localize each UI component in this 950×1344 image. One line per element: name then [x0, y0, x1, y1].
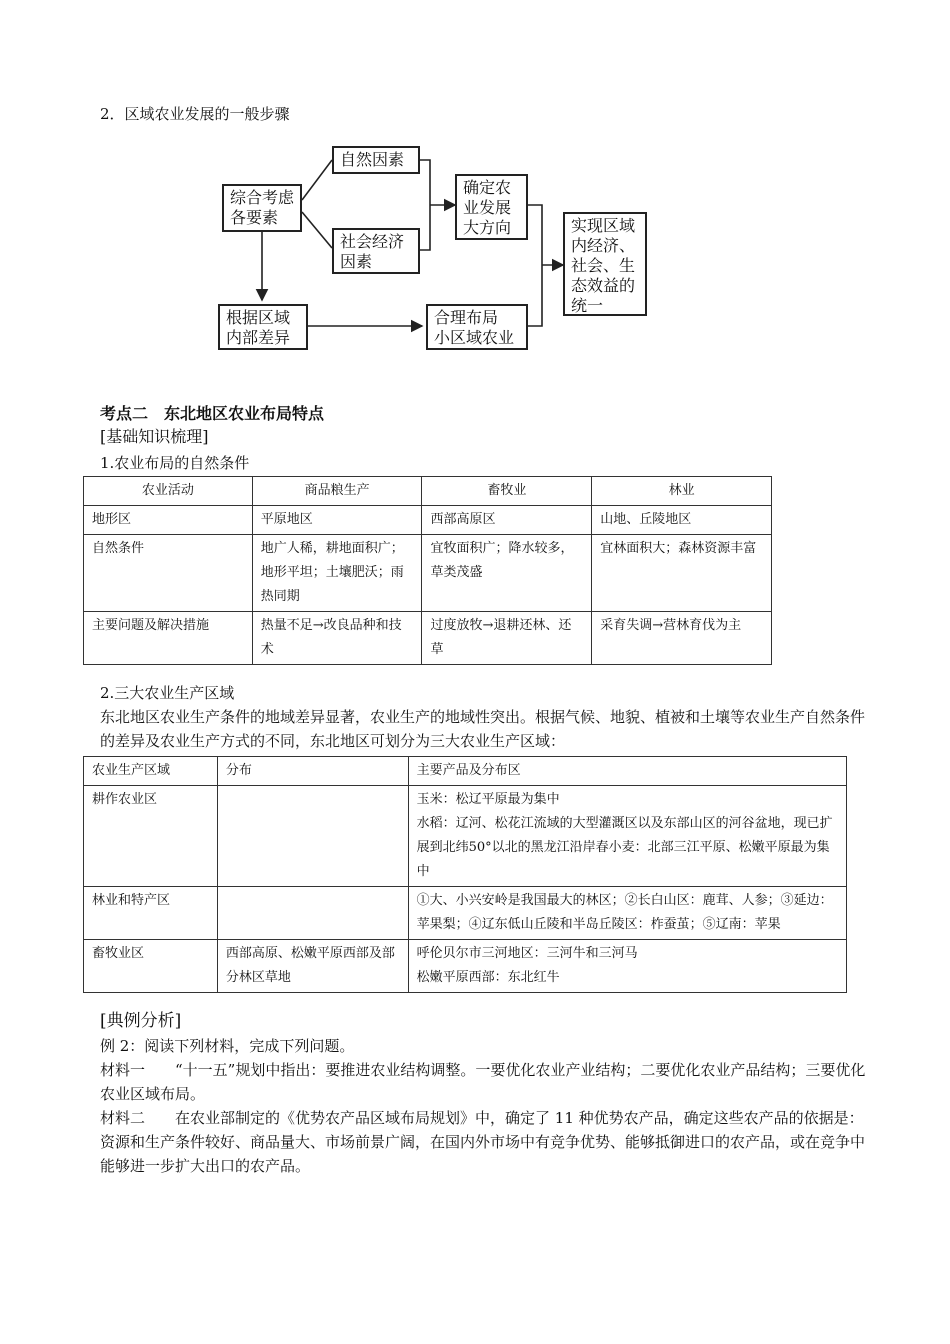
item-three-regions: 2.三大农业生产区域 — [100, 684, 235, 702]
section-subtitle-basics: [基础知识梳理] — [100, 427, 209, 446]
item-natural-conditions: 1.农业布局的自然条件 — [100, 454, 250, 472]
table-cell: ①大、小兴安岭是我国最大的林区；②长白山区：鹿茸、人参；③延边：苹果梨；④辽东低山丘陵和半岛丘陵区：柞蚕茧；⑤辽南：苹果 — [408, 887, 846, 940]
flow-box-socio: 社会经济 因素 — [332, 228, 420, 274]
table-production-regions — [83, 756, 847, 993]
table-cell: 采育失调→营林育伐为主 — [592, 612, 772, 665]
table-row — [84, 786, 847, 887]
flow-box-unify: 实现区域 内经济、 社会、生 态效益的 统一 — [563, 212, 647, 316]
table-header-cell: 商品粮生产 — [252, 477, 422, 506]
table-cell: 西部高原、松嫩平原西部及部分林区草地 — [217, 940, 408, 993]
table-row — [84, 887, 847, 940]
table-header-cell: 畜牧业 — [422, 477, 592, 506]
section-title-northeast: 考点二 东北地区农业布局特点 — [100, 404, 325, 423]
material-one: 材料一 “十一五”规划中指出：要推进农业结构调整。一要优化农业产业结构；二要优化农业产品结构；三要优化农业区域布局。 — [100, 1061, 866, 1103]
table-header-cell: 主要产品及分布区 — [408, 757, 846, 786]
table-cell: 地广人稀，耕地面积广；地形平坦；土壤肥沃；雨热同期 — [252, 535, 422, 612]
table-cell: 平原地区 — [252, 506, 422, 535]
table-cell: 宜牧面积广；降水较多，草类茂盛 — [422, 535, 592, 612]
table-cell: 热量不足→改良品种和技术 — [252, 612, 422, 665]
table-cell: 山地、丘陵地区 — [592, 506, 772, 535]
table-header-cell: 林业 — [592, 477, 772, 506]
table-cell: 主要问题及解决措施 — [84, 612, 253, 665]
table-cell: 呼伦贝尔市三河地区：三河牛和三河马 松嫩平原西部：东北红牛 — [408, 940, 846, 993]
material-two: 材料二 在农业部制定的《优势农产品区域布局规划》中，确定了 11 种优势农产品，确定这些农产品的依据是：资源和生产条件较好、商品量大、市场前景广阔，在国内外市场中有竞争优势、能够抵御进口的农产品，或在竞争中能够进一步扩大出口的农产品。 — [100, 1109, 866, 1175]
table-cell: 宜林面积大；森林资源丰富 — [592, 535, 772, 612]
table-row — [84, 535, 772, 612]
example-prompt: 例 2：阅读下列材料，完成下列问题。 — [100, 1037, 355, 1055]
section-title-example-analysis: [典例分析] — [100, 1011, 182, 1031]
paragraph-regions: 东北地区农业生产条件的地域差异显著，农业生产的地域性突出。根据气候、地貌、植被和土壤等农业生产自然条件的差异及农业生产方式的不同，东北地区可划分为三大农业生产区域： — [100, 708, 866, 750]
table-cell — [217, 786, 408, 887]
table-cell: 西部高原区 — [422, 506, 592, 535]
flow-box-comprehensive: 综合考虑 各要素 — [222, 184, 302, 232]
table-header-cell: 农业生产区域 — [84, 757, 218, 786]
table-row — [84, 612, 772, 665]
table-cell: 林业和特产区 — [84, 887, 218, 940]
table-cell: 玉米：松辽平原最为集中 水稻：辽河、松花江流域的大型灌溉区以及东部山区的河谷盆地，现已扩展到北纬50°以北的黑龙江沿岸春小麦：北部三江平原、松嫩平原最为集中 — [408, 786, 846, 887]
table-header-cell: 农业活动 — [84, 477, 253, 506]
table-natural-conditions — [83, 476, 772, 665]
table-cell: 地形区 — [84, 506, 253, 535]
table-header-row — [84, 477, 772, 506]
flow-box-layout: 合理布局 小区域农业 — [426, 304, 528, 350]
table-cell: 畜牧业区 — [84, 940, 218, 993]
flow-box-differences: 根据区域 内部差异 — [218, 304, 308, 350]
table-cell: 耕作农业区 — [84, 786, 218, 887]
table-row — [84, 506, 772, 535]
table-row — [84, 940, 847, 993]
section-heading-steps: 2．区域农业发展的一般步骤 — [100, 105, 290, 123]
flow-box-natural: 自然因素 — [332, 146, 420, 174]
table-cell: 过度放牧→退耕还林、还草 — [422, 612, 592, 665]
table-header-row — [84, 757, 847, 786]
table-header-cell: 分布 — [217, 757, 408, 786]
table-cell — [217, 887, 408, 940]
flow-box-direction: 确定农 业发展 大方向 — [455, 174, 528, 240]
table-cell: 自然条件 — [84, 535, 253, 612]
